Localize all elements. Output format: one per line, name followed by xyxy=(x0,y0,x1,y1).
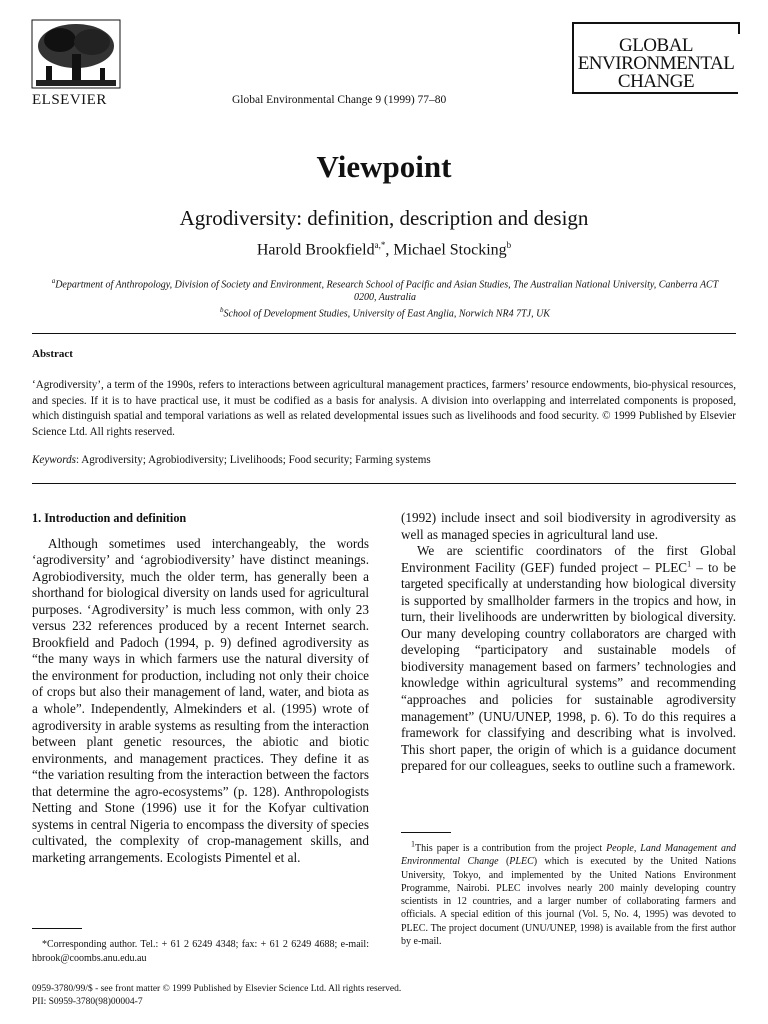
footnote-rule xyxy=(32,928,82,929)
journal-title-box xyxy=(572,22,738,94)
page-footer xyxy=(32,983,401,1009)
affiliation-text: Department of Anthropology, Division of Society and Environment, Research School of Pacific and Asian Studies, The Australian National University, Canberra ACT 0200, Australia xyxy=(55,279,719,304)
footnote-mark: 1 xyxy=(411,839,415,849)
affiliations xyxy=(40,275,730,321)
tree-logo-icon xyxy=(30,18,122,90)
affiliation xyxy=(40,275,730,304)
journal-citation: Global Environmental Change 9 (1999) 77–80 xyxy=(232,94,447,106)
body-paragraph: Although sometimes used interchangeably, the words ‘agrodiversity’ and ‘agrobiodiversity’ have distinct meanings. Agrobiodiversity, much the older term, has generally been a shorthand for biological diversity on lands used for agricultural purposes. ‘Agrodiversity’ is much less common, with only 23 versus 232 references produced by a recent Internet search. Brookfield and Padoch (1994, p. 9) defined agrodiversity as “the many ways in which farmers use the natural diversity of the environment for production, including not only their choice of crops but also their management of land, water, and biota as a whole”. Independently, Almekinders et al. (1995) wrote of agrodiversity in arable systems as resulting from the interaction between plant genetic resources, the abiotic and biotic environments, and management practices. They define it as “the variation resulting from the interaction between the factors that determine the agro-ecosystems” (p. 128). Anthropologists Netting and Stone (1996) use it for the Kofyar cultivation systems in central Nigeria to encompass the diversity of species cultivated, the complexity of crop-management skills, and marketing arrangements. Ecologists Pimentel et al. xyxy=(32,535,369,865)
footnote-abbr: PLEC xyxy=(509,856,534,868)
author-list xyxy=(0,240,768,259)
body-paragraph: (1992) include insect and soil biodiversity in agrodiversity as well as managed species in agricultural land use. xyxy=(401,510,736,542)
body-column-left xyxy=(32,510,369,866)
section-heading: 1. Introduction and definition xyxy=(32,511,187,525)
body-paragraph xyxy=(401,543,736,775)
abstract-text: ‘Agrodiversity’, a term of the 1990s, refers to interactions between agricultural management practices, farmers’ resource endowments, bio-physical resources, and species. If it is to have practical use, it must be codified as a basis for analysis. A division into overlapping and interrelated components is proposed, which distinguish spatial and temporal variations as well as related developmental issues such as livelihoods and food security. © 1999 Published by Elsevier Science Ltd. All rights reserved. xyxy=(32,379,736,439)
paragraph-text: – to be targeted specifically at understanding how biological diversity is supported by smallholder farmers in the tropics and how, in turn, their livelihoods are underwritten by biological diversity. Our many developing country collaborators are charged with developing “participatory and sustainable models of biodiversity management based on farmers’ technologies and knowledge within agricultural systems” and recommending “approaches and policies for sustainable agrodiversity management” (UNU/UNEP, 1998, p. 6). To do this requires a framework for classifying and describing what is involved. This short paper, the origin of which is a guidance document prepared for our colleagues, seeks to outline such a framework. xyxy=(401,559,736,774)
journal-title-line: ENVIRONMENTAL xyxy=(577,53,735,74)
footnote-text: ) which is executed by the United Nations University, Tokyo, and implemented by the United Nations Environment Programme, Nairobi. PLEC involves nearly 200 mainly developing country scientists in 12 countries, and a larger number of collaborating farmers and officials. A special edition of this journal (Vol. 5, No. 4, 1995) was devoted to PLEC. The project document (UNU/UNEP, 1998) is available from the first author by e-mail. xyxy=(401,856,736,948)
box-corner-rule xyxy=(738,22,740,34)
author-name: Michael Stocking xyxy=(393,241,507,259)
journal-title-line: GLOBAL xyxy=(618,35,694,56)
section-title: Viewpoint xyxy=(316,149,452,184)
pii-line: PII: S0959-3780(98)00004-7 xyxy=(32,997,143,1007)
author-mark: b xyxy=(506,240,512,250)
footnote-1 xyxy=(401,839,736,948)
divider xyxy=(32,483,736,484)
divider xyxy=(32,333,736,334)
body-column-right xyxy=(401,510,736,775)
footnote-text: This paper is a contribution from the project xyxy=(415,843,607,854)
paragraph-text: We are scientific coordinators of the first Global Environment Facility (GEF) funded project – PLEC xyxy=(401,543,736,575)
keywords xyxy=(32,454,736,466)
abstract-heading: Abstract xyxy=(32,348,73,360)
copyright-line: 0959-3780/99/$ - see front matter © 1999 Published by Elsevier Science Ltd. All rights reserved. xyxy=(32,984,402,994)
footnote-ref[interactable]: 1 xyxy=(687,559,692,569)
corresponding-author-note: *Corresponding author. Tel.: + 61 2 6249 4348; fax: + 61 2 6249 4688; e-mail: hbrook@coombs.anu.edu.au xyxy=(32,939,369,964)
affiliation xyxy=(40,304,730,320)
affiliation-mark: b xyxy=(220,306,224,315)
footnote-project: People, Land Management and Environmental Change xyxy=(401,843,736,868)
author-name: Harold Brookfield xyxy=(256,241,375,259)
author-mark: a,* xyxy=(374,240,386,250)
keywords-text: : Agrodiversity; Agrobiodiversity; Livelihoods; Food security; Farming systems xyxy=(75,454,431,466)
publisher-name: ELSEVIER xyxy=(32,92,107,108)
keywords-label: Keywords xyxy=(32,454,76,466)
journal-title-line: CHANGE xyxy=(617,71,695,92)
affiliation-mark: a xyxy=(51,277,56,285)
paper-title: Agrodiversity: definition, description and design xyxy=(179,206,589,230)
author-separator: , xyxy=(385,241,394,259)
footnote-rule xyxy=(401,832,451,833)
affiliation-text: School of Development Studies, University of East Anglia, Norwich NR4 7TJ, UK xyxy=(223,308,550,320)
footnote-text: ( xyxy=(498,856,510,868)
